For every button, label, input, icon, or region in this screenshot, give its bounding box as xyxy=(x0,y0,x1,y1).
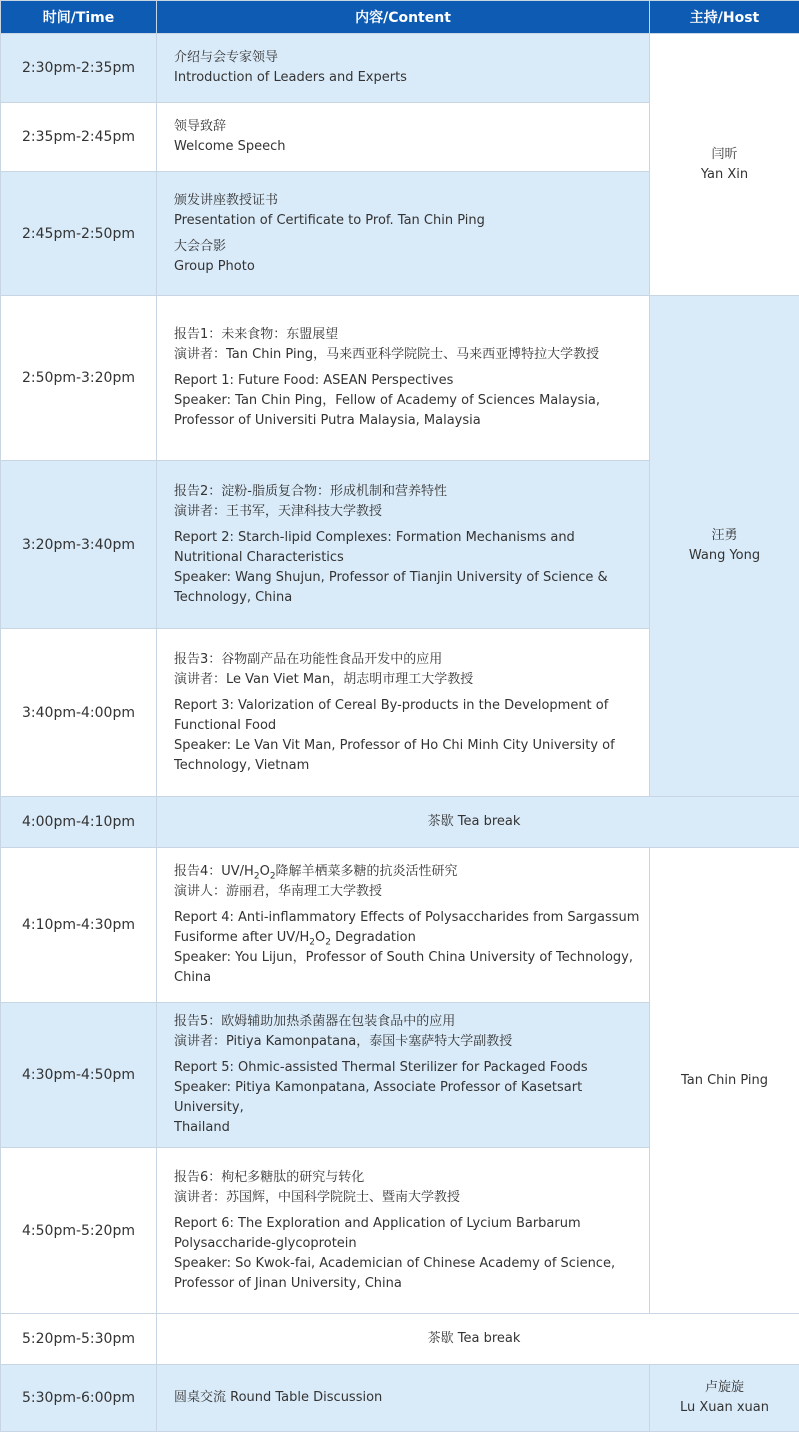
table-row xyxy=(1,1314,799,1365)
content-line: 介绍与会专家领导 xyxy=(174,50,279,65)
host-cell xyxy=(650,848,799,1314)
content-line: Report 5: Ohmic-assisted Thermal Sterilizer for Packaged Foods xyxy=(174,1060,588,1075)
header-row xyxy=(1,1,799,34)
table-row xyxy=(1,296,799,461)
table-row xyxy=(1,1365,799,1432)
content-line: Technology, China xyxy=(174,589,293,605)
time-cell: 5:20pm-5:30pm xyxy=(1,1314,157,1365)
host-cell xyxy=(650,296,799,797)
content-line: Professor of Universiti Putra Malaysia, Malaysia xyxy=(174,413,481,428)
tea-break-cell: 茶歇 Tea break xyxy=(157,1314,799,1365)
content-cell: 圆桌交流 Round Table Discussion xyxy=(157,1365,650,1432)
table-row xyxy=(1,848,799,1003)
time-cell: 4:10pm-4:30pm xyxy=(1,848,157,1003)
header-content: 内容/Content xyxy=(157,1,650,34)
content-line: 演讲人：游丽君，华南理工大学教授 xyxy=(174,884,383,899)
content-line: Speaker: You Lijun，Professor of South China University of Technology, xyxy=(174,950,633,965)
content-line: 报告2：淀粉-脂质复合物：形成机制和营养特性 xyxy=(174,483,447,499)
host-name-en: Tan Chin Ping xyxy=(680,1072,769,1088)
content-line: Presentation of Certificate to Prof. Tan Chin Ping xyxy=(174,212,485,228)
table-row xyxy=(1,797,799,848)
content-line: 领导致辞 xyxy=(174,119,227,134)
content-line: Fusiforme after $UV/H_2O_2$ Degradation xyxy=(174,930,416,948)
content-line: Speaker: Tan Chin Ping，Fellow of Academy of Sciences Malaysia, xyxy=(174,393,601,408)
content-line: Nutritional Characteristics xyxy=(174,549,344,565)
time-cell: 2:45pm-2:50pm xyxy=(1,172,157,296)
content-cell xyxy=(157,461,650,629)
content-line: 报告4：$UV/H_2O_2$降解羊栖菜多糖的抗炎活性研究 xyxy=(174,864,458,882)
content-cell xyxy=(157,296,650,461)
content-line: Speaker: So Kwok-fai, Academician of Chinese Academy of Science, xyxy=(174,1255,616,1271)
time-cell: 4:50pm-5:20pm xyxy=(1,1148,157,1314)
host-cell xyxy=(650,34,799,296)
content-line: Report 2: Starch-lipid Complexes: Formation Mechanisms and xyxy=(174,529,575,545)
content-line: Polysaccharide-glycoprotein xyxy=(174,1235,357,1251)
content-line: 演讲者：Pitiya Kamonpatana，泰国卡塞萨特大学副教授 xyxy=(174,1034,513,1049)
time-cell: 2:50pm-3:20pm xyxy=(1,296,157,461)
content-line: Introduction of Leaders and Experts xyxy=(174,70,407,85)
content-line: Professor of Jinan University, China xyxy=(174,1275,402,1291)
content-line: Report 4: Anti-inflammatory Effects of Polysaccharides from Sargassum xyxy=(174,910,640,925)
content-line: China xyxy=(174,970,212,985)
content-line: 报告1：未来食物：东盟展望 xyxy=(174,327,339,342)
content-cell xyxy=(157,1003,650,1148)
host-name-zh: 汪勇 xyxy=(711,528,738,543)
time-cell: 3:40pm-4:00pm xyxy=(1,629,157,797)
time-cell: 4:30pm-4:50pm xyxy=(1,1003,157,1148)
content-line: Technology, Vietnam xyxy=(174,757,310,773)
content-cell xyxy=(157,172,650,296)
content-cell xyxy=(157,629,650,797)
host-cell xyxy=(650,1365,799,1432)
time-cell: 2:30pm-2:35pm xyxy=(1,34,157,103)
content-cell xyxy=(157,103,650,172)
time-cell: 4:00pm-4:10pm xyxy=(1,797,157,848)
content-line: Group Photo xyxy=(174,258,255,274)
content-line: Report 3: Valorization of Cereal By-products in the Development of xyxy=(174,697,609,713)
header-host: 主持/Host xyxy=(650,1,799,34)
content-line: 演讲者：苏国辉，中国科学院院士、暨南大学教授 xyxy=(174,1189,461,1205)
content-line: Welcome Speech xyxy=(174,139,286,154)
content-line: 演讲者：王书军，天津科技大学教授 xyxy=(174,503,383,519)
time-cell: 5:30pm-6:00pm xyxy=(1,1365,157,1432)
content-line: 演讲者：Le Van Viet Man，胡志明市理工大学教授 xyxy=(174,671,474,687)
host-name-zh: 闫昕 xyxy=(711,146,738,162)
content-line: Report 6: The Exploration and Application of Lycium Barbarum xyxy=(174,1215,581,1231)
content-line: 报告3：谷物副产品在功能性食品开发中的应用 xyxy=(174,651,443,667)
host-name-en: Wang Yong xyxy=(688,548,761,563)
content-line: Report 1: Future Food: ASEAN Perspectives xyxy=(174,373,454,388)
content-line: Thailand xyxy=(174,1120,230,1135)
content-line: 大会合影 xyxy=(174,238,227,254)
host-name-en: Lu Xuan xuan xyxy=(679,1400,769,1415)
content-line: Functional Food xyxy=(174,717,277,733)
content-cell xyxy=(157,848,650,1003)
content-line: Speaker: Pitiya Kamonpatana, Associate Professor of Kasetsart University, xyxy=(174,1080,583,1115)
content-line: Speaker: Wang Shujun, Professor of Tianjin University of Science & xyxy=(174,569,608,585)
header-time: 时间/Time xyxy=(1,1,157,34)
table-row xyxy=(1,34,799,103)
content-cell xyxy=(157,1148,650,1314)
content-line: 演讲者：Tan Chin Ping，马来西亚科学院院士、马来西亚博特拉大学教授 xyxy=(174,347,600,362)
time-cell: 2:35pm-2:45pm xyxy=(1,103,157,172)
content-line: 报告6：枸杞多糖肽的研究与转化 xyxy=(174,1169,365,1185)
content-cell xyxy=(157,34,650,103)
host-name-zh: 卢旋旋 xyxy=(704,1380,744,1395)
content-line: 颁发讲座教授证书 xyxy=(174,192,279,208)
content-line: Speaker: Le Van Vit Man, Professor of Ho Chi Minh City University of xyxy=(174,737,615,753)
time-cell: 3:20pm-3:40pm xyxy=(1,461,157,629)
content-line: 报告5：欧姆辅助加热杀菌器在包装食品中的应用 xyxy=(174,1014,456,1029)
tea-break-cell: 茶歇 Tea break xyxy=(157,797,799,848)
host-name-en: Yan Xin xyxy=(700,166,749,182)
